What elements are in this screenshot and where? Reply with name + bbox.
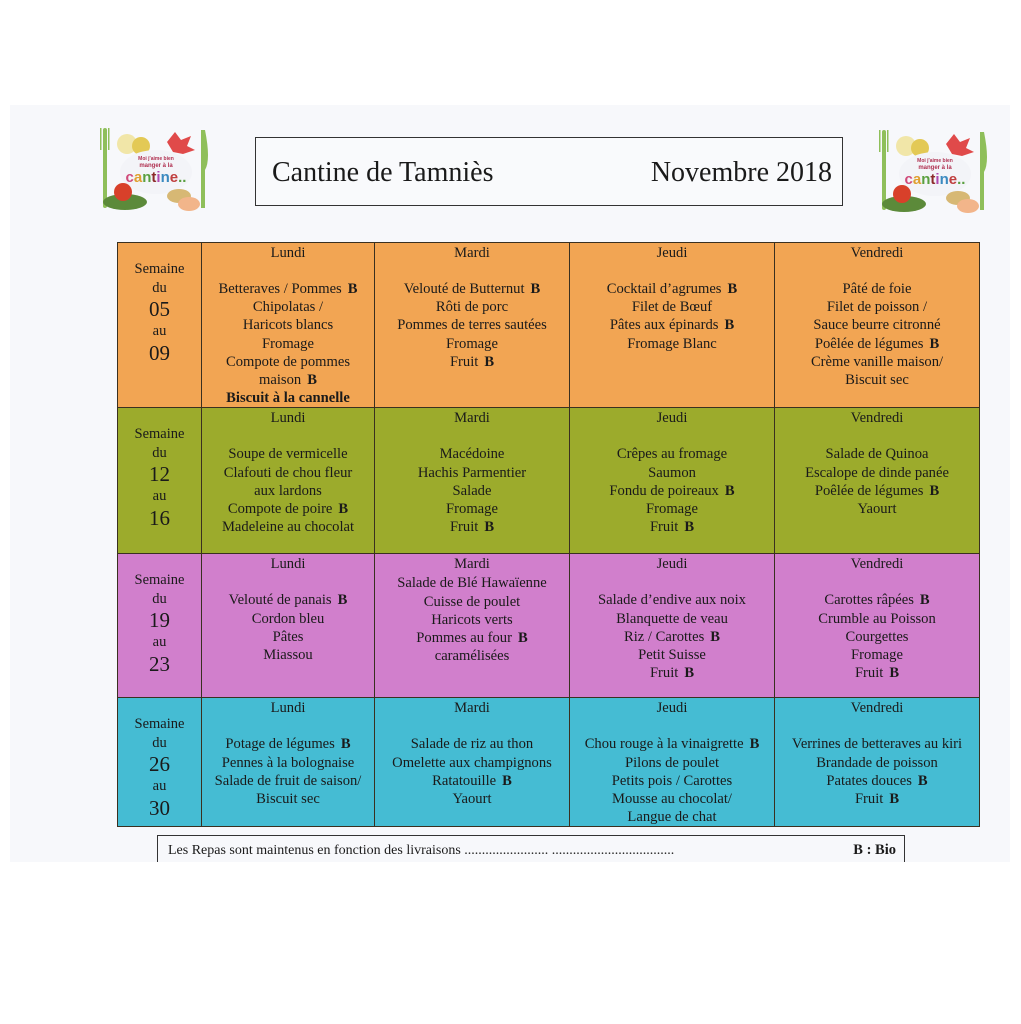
menu-item [202, 316, 374, 334]
menu-item-text: Mousse au chocolat/ [612, 791, 732, 808]
week-au: au [152, 488, 167, 505]
bio-badge: B [727, 281, 738, 297]
week-au: au [152, 778, 167, 795]
week-end-day: 30 [149, 795, 170, 820]
menu-item [570, 464, 774, 482]
menu-item [375, 772, 569, 790]
menu-item [202, 790, 374, 808]
day-name: Jeudi [656, 410, 688, 427]
menu-item [570, 500, 774, 518]
day-cell-mardi [375, 408, 570, 554]
menu-item [570, 610, 774, 628]
menu-item [775, 500, 979, 518]
week-row [118, 554, 980, 698]
menu-item-text: Langue de chat [627, 809, 717, 826]
menu-item [375, 500, 569, 518]
spacer [375, 263, 569, 280]
bio-legend: B : Bio [853, 842, 896, 858]
bio-badge: B [337, 592, 348, 609]
menu-item [570, 335, 774, 353]
menu-item [775, 646, 979, 664]
menu-item-text: Salade de Blé Hawaïenne [397, 575, 547, 592]
menu-item-text: Macédoine [439, 446, 505, 463]
menu-item-text: caramélisées [434, 648, 510, 665]
canteen-title: Cantine de Tamniès [272, 157, 494, 188]
menu-item [202, 389, 374, 407]
menu-item [202, 482, 374, 500]
menu-item-text: aux lardons [254, 482, 322, 499]
menu-item-text: Rôti de porc [435, 299, 509, 316]
menu-item-text: Potage de légumes [225, 736, 335, 753]
day-name: Mardi [454, 410, 490, 427]
bio-badge: B [530, 281, 541, 297]
day-cell-lundi [202, 698, 375, 827]
week-label-cell [118, 698, 202, 827]
menu-item [375, 611, 569, 629]
svg-text:cantine..: cantine.. [125, 169, 187, 186]
menu-item-text: Brandade de poisson [816, 754, 938, 771]
menu-item [775, 280, 979, 298]
menu-item-text: Fondu de poireaux [609, 482, 719, 499]
menu-item-text: Biscuit sec [256, 791, 320, 808]
spacer [202, 428, 374, 445]
bio-badge: B [710, 628, 720, 645]
menu-item-text: Fromage [262, 335, 314, 352]
menu-item [375, 482, 569, 500]
day-name: Mardi [454, 700, 490, 717]
menu-item [775, 335, 979, 353]
bio-badge: B [307, 372, 317, 389]
menu-item [775, 316, 979, 334]
menu-item-text: Pilons de poulet [624, 754, 720, 771]
bio-badge: B [517, 630, 528, 647]
menu-item [375, 629, 569, 647]
menu-item [375, 647, 569, 665]
svg-text:manger à la: manger à la [139, 163, 173, 169]
spacer [375, 428, 569, 445]
menu-item-text: Poêlée de légumes [814, 482, 924, 499]
day-cell-jeudi [570, 554, 775, 698]
svg-text:Moi j'aime bien: Moi j'aime bien [917, 158, 953, 164]
menu-item-text: Salade de riz au thon [410, 736, 534, 753]
spacer [570, 718, 774, 735]
menu-item-text: Cordon bleu [251, 610, 325, 627]
menu-item [202, 646, 374, 664]
day-name: Jeudi [656, 700, 688, 717]
menu-item-text: Salade de fruit de saison/ [214, 772, 362, 789]
day-cell-vendredi [775, 554, 980, 698]
menu-item-text: Biscuit sec [845, 372, 909, 389]
menu-item-text: Petit Suisse [638, 647, 706, 664]
menu-item [202, 735, 374, 753]
menu-item-text: Fromage [851, 647, 903, 664]
day-name: Lundi [270, 556, 306, 573]
svg-text:cantine..: cantine.. [904, 171, 966, 188]
week-label: Semaine [134, 426, 185, 443]
menu-item [375, 316, 569, 334]
menu-item [375, 280, 569, 298]
week-au: au [152, 323, 167, 339]
day-name: Lundi [270, 700, 306, 717]
bio-badge: B [929, 335, 940, 352]
menu-item-text: Saumon [648, 464, 696, 481]
menu-item-text: Compote de pommes [225, 353, 351, 370]
bio-badge: B [684, 519, 695, 536]
week-start-day: 19 [149, 608, 170, 633]
day-cell-mardi [375, 554, 570, 698]
day-name: Mardi [454, 556, 490, 573]
menu-item-text: Ratatouille [432, 772, 497, 789]
menu-item [375, 518, 569, 536]
day-cell-vendredi [775, 698, 980, 827]
week-row [118, 698, 980, 827]
menu-item-text: Filet de Bœuf [631, 299, 713, 316]
week-du: du [152, 734, 167, 751]
week-label: Semaine [134, 716, 185, 733]
menu-item-text: Crêpes au fromage [616, 446, 728, 463]
week-au: au [152, 634, 167, 651]
day-cell-mardi [375, 698, 570, 827]
menu-item [375, 790, 569, 808]
menu-item-text: Clafouti de chou fleur [223, 464, 353, 481]
week-du: du [152, 444, 167, 461]
menu-item [202, 500, 374, 518]
bio-badge: B [724, 482, 735, 499]
month-label: Novembre 2018 [650, 157, 832, 188]
menu-item [775, 371, 979, 389]
menu-item-text: Biscuit à la cannelle [226, 390, 350, 407]
title-box [255, 137, 843, 206]
spacer [775, 428, 979, 445]
menu-item-text: Cocktail d’agrumes [606, 281, 722, 297]
day-name: Vendredi [850, 410, 904, 427]
week-start-day: 12 [149, 462, 170, 487]
bio-badge: B [724, 317, 735, 334]
menu-item [375, 335, 569, 353]
spacer [375, 718, 569, 735]
menu-item-text: Verrines de betteraves au kiri [791, 736, 963, 753]
menu-item-text: maison [259, 372, 302, 389]
week-start-day: 05 [149, 297, 170, 321]
menu-item-text: Petits pois / Carottes [611, 772, 733, 789]
menu-item-text: Fromage Blanc [627, 335, 717, 352]
menu-item [570, 518, 774, 536]
menu-item-text: Salade d’endive aux noix [598, 592, 746, 609]
menu-item-text: Crème vanille maison/ [810, 353, 944, 370]
menu-item-text: Fruit [449, 353, 479, 370]
menu-item-text: Escalope de dinde panée [805, 464, 949, 481]
menu-item [202, 610, 374, 628]
menu-item-text: Chou rouge à la vinaigrette [584, 736, 744, 753]
week-label: Semaine [134, 261, 185, 277]
blank-margin [0, 862, 1021, 1024]
menu-item [775, 754, 979, 772]
delivery-note: Les Repas sont maintenus en fonction des livraisons ........................ ................................... [168, 843, 675, 858]
menu-item-text: Pommes de terres sautées [397, 317, 547, 334]
week-end-day: 09 [149, 340, 170, 365]
menu-item-text: Fruit [649, 665, 679, 682]
menu-item-text: Blanquette de veau [616, 610, 728, 627]
menu-item [202, 591, 374, 609]
menu-item [775, 628, 979, 646]
menu-item [775, 735, 979, 753]
week-end-day: 16 [149, 505, 170, 530]
menu-item [202, 371, 374, 389]
day-cell-jeudi [570, 698, 775, 827]
menu-item [775, 772, 979, 790]
bio-badge: B [340, 736, 351, 753]
menu-item-text: Filet de poisson / [826, 299, 928, 316]
day-cell-jeudi [570, 408, 775, 554]
menu-item-text: Fromage [646, 501, 698, 518]
bio-badge: B [929, 482, 940, 499]
menu-item-text: Hachis Parmentier [417, 464, 527, 481]
menu-item-text: Haricots verts [431, 611, 513, 628]
week-du: du [152, 590, 167, 607]
menu-item [775, 591, 979, 609]
week-row [118, 243, 980, 408]
menu-item-text: Cuisse de poulet [423, 593, 521, 610]
menu-item [570, 735, 774, 753]
cantine-logo-left [97, 122, 215, 214]
menu-item [570, 664, 774, 682]
menu-item-text: Crumble au Poisson [818, 610, 936, 627]
bio-badge: B [749, 736, 760, 753]
menu-item-text: Fruit [854, 665, 884, 682]
spacer [775, 718, 979, 735]
day-cell-lundi [202, 408, 375, 554]
menu-item [375, 298, 569, 316]
menu-item [570, 280, 774, 298]
menu-item [202, 298, 374, 316]
menu-item-text: Pâtes [272, 628, 304, 645]
bio-badge: B [338, 501, 349, 518]
menu-item [202, 772, 374, 790]
day-cell-lundi [202, 554, 375, 698]
menu-item-text: Pâté de foie [842, 281, 912, 297]
menu-item [202, 628, 374, 646]
menu-item [570, 298, 774, 316]
menu-item [202, 518, 374, 536]
spacer [775, 574, 979, 591]
svg-text:Moi j'aime bien: Moi j'aime bien [138, 156, 174, 162]
menu-item [375, 593, 569, 611]
week-label: Semaine [134, 572, 185, 589]
day-cell-vendredi [775, 408, 980, 554]
menu-item-text: Chipolatas / [252, 299, 324, 316]
menu-item [375, 754, 569, 772]
menu-item-text: Pâtes aux épinards [609, 317, 719, 334]
spacer [570, 428, 774, 445]
menu-item-text: Velouté de panais [228, 592, 332, 609]
day-cell-jeudi [570, 243, 775, 408]
bio-badge: B [484, 353, 495, 370]
bio-badge: B [917, 772, 928, 789]
spacer [570, 574, 774, 591]
day-cell-vendredi [775, 243, 980, 408]
menu-item [375, 445, 569, 463]
menu-item [775, 482, 979, 500]
menu-item [775, 445, 979, 463]
menu-item [375, 464, 569, 482]
menu-item [570, 808, 774, 826]
bio-badge: B [347, 281, 358, 297]
menu-item [570, 790, 774, 808]
menu-item [202, 445, 374, 463]
menu-item-text: Patates douces [826, 772, 912, 789]
menu-item-text: Pennes à la bolognaise [221, 754, 355, 771]
day-name: Mardi [454, 245, 490, 261]
menu-item [775, 664, 979, 682]
menu-item [570, 646, 774, 664]
spacer [202, 263, 374, 280]
menu-item-text: Haricots blancs [242, 317, 334, 334]
menu-item [375, 574, 569, 592]
spacer [775, 263, 979, 280]
menu-item [570, 591, 774, 609]
menu-item [570, 754, 774, 772]
menu-item-text: Omelette aux champignons [392, 754, 552, 771]
week-row [118, 408, 980, 554]
menu-item [775, 790, 979, 808]
menu-item-text: Madeleine au chocolat [221, 519, 355, 536]
menu-item-text: Carottes râpées [824, 592, 914, 609]
bio-badge: B [889, 791, 900, 808]
week-label-cell [118, 408, 202, 554]
menu-item [570, 445, 774, 463]
menu-item-text: Fruit [449, 519, 479, 536]
menu-item-text: Sauce beurre citronné [813, 317, 941, 334]
week-label-cell [118, 554, 202, 698]
menu-item-text: Betteraves / Pommes [218, 281, 342, 297]
day-name: Lundi [270, 410, 306, 427]
menu-item [202, 353, 374, 371]
menu-item [202, 754, 374, 772]
menu-item [570, 772, 774, 790]
menu-item [570, 628, 774, 646]
bio-badge: B [502, 772, 512, 789]
day-name: Vendredi [850, 556, 904, 573]
bio-badge: B [484, 519, 495, 536]
menu-item-text: Yaourt [857, 501, 897, 518]
menu-item [375, 353, 569, 371]
spacer [202, 718, 374, 735]
week-end-day: 23 [149, 651, 170, 676]
week-du: du [152, 279, 167, 296]
day-name: Jeudi [656, 556, 688, 573]
menu-item-text: Salade de Quinoa [825, 446, 929, 463]
menu-item [375, 735, 569, 753]
menu-item-text: Fromage [446, 335, 498, 352]
menu-item-text: Riz / Carottes [624, 628, 705, 645]
menu-table [117, 242, 980, 827]
menu-item [570, 316, 774, 334]
bio-badge: B [919, 592, 930, 609]
menu-item [202, 464, 374, 482]
footer-note-box [157, 835, 905, 865]
menu-item-text: Fromage [446, 501, 498, 518]
menu-item-text: Yaourt [452, 791, 492, 808]
menu-item-text: Courgettes [845, 628, 909, 645]
menu-item-text: Salade [452, 482, 492, 499]
menu-item-text: Pommes au four [416, 630, 512, 647]
menu-item [570, 482, 774, 500]
menu-item-text: Poêlée de légumes [814, 335, 924, 352]
menu-item-text: Soupe de vermicelle [228, 446, 348, 463]
week-start-day: 26 [149, 752, 170, 777]
menu-item [775, 610, 979, 628]
day-name: Jeudi [656, 245, 688, 261]
menu-item-text: Compote de poire [227, 501, 333, 518]
menu-item [202, 280, 374, 298]
menu-item [202, 335, 374, 353]
bio-badge: B [684, 665, 695, 682]
menu-item [775, 298, 979, 316]
spacer [202, 574, 374, 591]
menu-item-text: Velouté de Butternut [403, 281, 525, 297]
day-cell-mardi [375, 243, 570, 408]
menu-item [775, 464, 979, 482]
day-cell-lundi [202, 243, 375, 408]
cantine-logo-right [876, 124, 994, 216]
menu-item-text: Fruit [854, 791, 884, 808]
menu-item-text: Fruit [649, 519, 679, 536]
svg-text:manger à la: manger à la [918, 165, 952, 171]
day-name: Vendredi [850, 700, 904, 717]
week-label-cell [118, 243, 202, 408]
bio-badge: B [889, 665, 900, 682]
day-name: Lundi [270, 245, 306, 261]
menu-item [775, 353, 979, 371]
day-name: Vendredi [850, 245, 904, 261]
spacer [570, 263, 774, 280]
menu-item-text: Miassou [263, 647, 313, 664]
